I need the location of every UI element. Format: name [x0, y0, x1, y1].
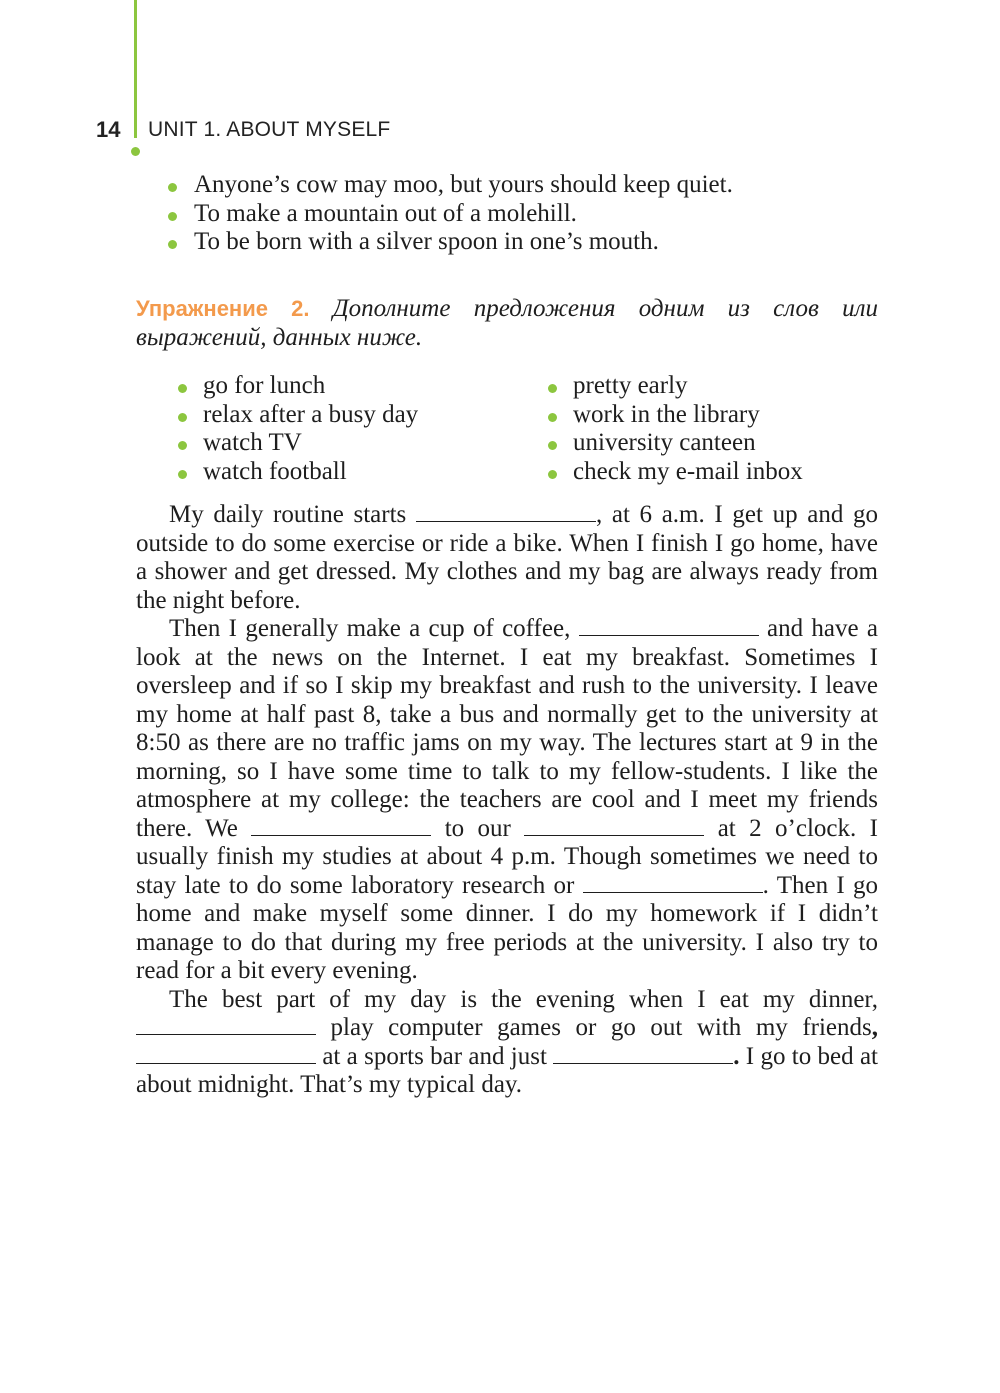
bullet-icon	[548, 441, 557, 450]
exercise-instruction: Дополните предложения одним из слов или выражений, данных ниже.	[136, 295, 878, 351]
list-item: watch football	[178, 458, 418, 487]
bullet-icon	[168, 183, 177, 192]
list-item: check my e-mail inbox	[548, 458, 803, 487]
bullet-icon	[548, 413, 557, 422]
blank-1[interactable]	[416, 501, 596, 522]
options-right	[548, 372, 803, 486]
blank-4[interactable]	[524, 815, 704, 836]
blank-5[interactable]	[583, 872, 763, 893]
options-left	[178, 372, 418, 486]
list-item: To be born with a silver spoon in one’s mouth.	[168, 228, 733, 257]
bullet-icon	[178, 470, 187, 479]
page-number: 14	[96, 117, 121, 142]
list-item: pretty early	[548, 372, 803, 401]
bullet-icon	[178, 441, 187, 450]
blank-6[interactable]	[136, 1014, 316, 1035]
margin-rule	[134, 0, 137, 138]
bullet-icon	[548, 384, 557, 393]
blank-3[interactable]	[251, 815, 431, 836]
list-item: Anyone’s cow may moo, but yours should keep quiet.	[168, 171, 733, 200]
proverb-list	[168, 171, 733, 257]
list-item: relax after a busy day	[178, 401, 418, 430]
bullet-icon	[168, 212, 177, 221]
margin-rule-dot	[131, 147, 140, 156]
exercise-label: Упражнение 2.	[136, 296, 310, 321]
bullet-icon	[178, 384, 187, 393]
list-item: To make a mountain out of a molehill.	[168, 200, 733, 229]
blank-2[interactable]	[579, 615, 759, 636]
exercise-heading	[136, 294, 878, 352]
bullet-icon	[548, 470, 557, 479]
exercise-text	[136, 501, 878, 1100]
paragraph-1: My daily routine starts , at 6 a.m. I get up and go outside to do some exercise or ride a bike. When I finish I go home, have a shower and get dressed. My clothes and my bag are always ready from the night before.	[136, 501, 878, 614]
bullet-icon	[178, 413, 187, 422]
list-item: watch TV	[178, 429, 418, 458]
blank-8[interactable]	[553, 1043, 733, 1064]
paragraph-3: The best part of my day is the evening when I eat my dinner, play computer games or go out with my friends, at a sports bar and just . I go to bed at about midnight. That’s my typical day.	[136, 985, 878, 1098]
list-item: university canteen	[548, 429, 803, 458]
blank-7[interactable]	[136, 1043, 316, 1064]
unit-title: UNIT 1. ABOUT MYSELF	[148, 118, 391, 141]
bullet-icon	[168, 240, 177, 249]
list-item: go for lunch	[178, 372, 418, 401]
paragraph-2: Then I generally make a cup of coffee, and have a look at the news on the Internet. I eat my breakfast. Sometimes I oversleep and if so I skip my breakfast and rush to the university. I leave my home at half past 8, take a bus and normally get to the university at 8:50 as there are no traffic jams on my way. The lectures start at 9 in the morning, so I have some time to talk to my fellow-students. I like the atmosphere at my college: the teachers are cool and I meet my friends there. We to our at 2 o’clock. I usually finish my studies at about 4 p.m. Though sometimes we need to stay late to do some laboratory research or . Then I go home and make myself some dinner. I do my homework if I didn’t manage to do that during my free periods at the university. I also try to read for a bit every evening.	[136, 615, 878, 984]
list-item: work in the library	[548, 401, 803, 430]
